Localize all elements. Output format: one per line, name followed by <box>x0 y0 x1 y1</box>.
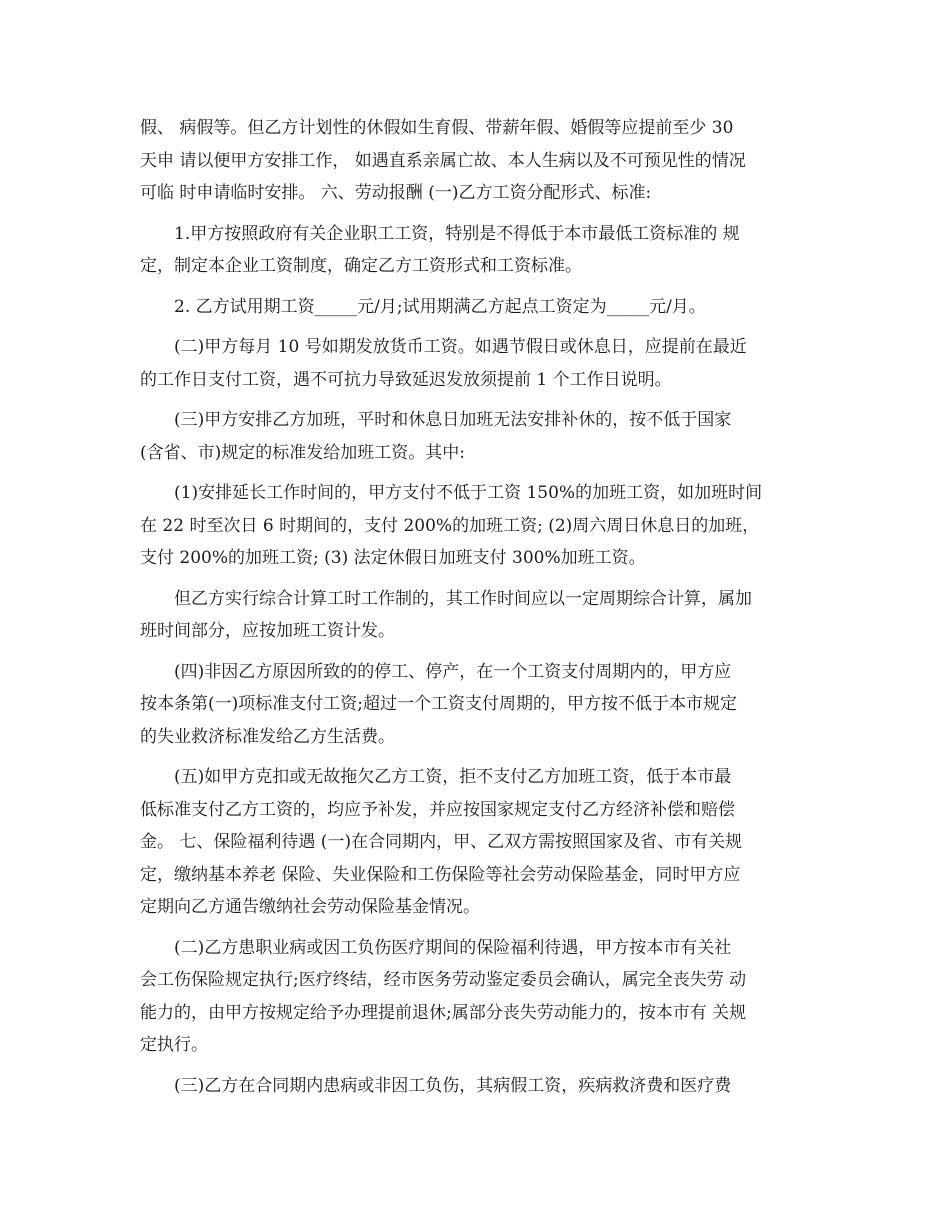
text-line: (四)非因乙方原因所致的的停工、停产，在一个工资支付周期内的，甲方应 <box>174 661 732 682</box>
text-line: (三)乙方在合同期内患病或非因工负伤，其病假工资，疾病救济费和医疗费 <box>174 1075 732 1096</box>
text-line: 低标准支付乙方工资的，均应予补发，并应按国家规定支付乙方经济补偿和赔偿 <box>140 799 735 820</box>
text-line: 定，制定本企业工资制度，确定乙方工资形式和工资标准。 <box>140 256 582 276</box>
text-line: 定，缴纳基本养老 保险、失业保险和工伤保险等社会劳动保险基金，同时甲方应 <box>140 864 741 885</box>
text-line: 的工作日支付工资，遇不可抗力导致延迟发放须提前 1 个工作日说明。 <box>140 369 672 390</box>
text-line: (二)甲方每月 10 号如期发放货币工资。如遇节假日或休息日，应提前在最近 <box>174 337 747 357</box>
text-line: 金。 七、保险福利待遇 (一)在合同期内，甲、乙双方需按照国家及省、市有关规 <box>140 832 743 852</box>
text-line: 定执行。 <box>140 1035 208 1055</box>
text-line: (1)安排延长工作时间的，甲方支付不低于工资 150%的加班工资，如加班时间 <box>174 483 763 503</box>
text-line: 的失业救济标准发给乙方生活费。 <box>140 726 395 747</box>
text-line: 可临 时申请临时安排。 六、劳动报酬 (一)乙方工资分配形式、标准: <box>140 183 652 203</box>
text-line: 但乙方实行综合计算工时工作制的，其工作时间应以一定周期综合计算，属加 <box>174 588 752 609</box>
text-line: (二)乙方患职业病或因工负伤医疗期间的保险福利待遇，甲方按本市有关社 <box>174 937 732 958</box>
text-line: 天申 请以便甲方安排工作， 如遇直系亲属亡故、本人生病以及不可预见性的情况 <box>140 150 746 171</box>
text-line: 2. 乙方试用期工资_____元/月;试用期满乙方起点工资定为_____元/月。 <box>174 296 706 317</box>
text-line: 会工伤保险规定执行;医疗终结，经市医务劳动鉴定委员会确认，属完全丧失劳 动 <box>140 970 747 990</box>
text-line: 假、 病假等。但乙方计划性的休假如生育假、带薪年假、婚假等应提前至少 30 <box>140 118 734 138</box>
text-line: 定期向乙方通告缴纳社会劳动保险基金情况。 <box>140 897 480 917</box>
text-line: 支付 200%的加班工资; (3) 法定休假日加班支付 300%加班工资。 <box>140 548 646 568</box>
text-line: (五)如甲方克扣或无故拖欠乙方工资，拒不支付乙方加班工资，低于本市最 <box>174 767 732 787</box>
text-line: 在 22 时至次日 6 时期间的，支付 200%的加班工资; (2)周六周日休息日的加班， <box>140 515 760 536</box>
text-line: 1.甲方按照政府有关企业职工工资，特别是不得低于本市最低工资标准的 规 <box>174 223 740 244</box>
text-line: 按本条第(一)项标准支付工资;超过一个工资支付周期的，甲方按不低于本市规定 <box>140 694 737 714</box>
text-line: 班时间部分，应按加班工资计发。 <box>140 621 395 641</box>
text-line: 能力的，由甲方按规定给予办理提前退休;属部分丧失劳动能力的，按本市有 关规 <box>140 1002 747 1023</box>
text-line: (含省、市)规定的标准发给加班工资。其中: <box>140 442 465 463</box>
text-line: (三)甲方安排乙方加班，平时和休息日加班无法安排补休的，按不低于国家 <box>174 410 732 430</box>
